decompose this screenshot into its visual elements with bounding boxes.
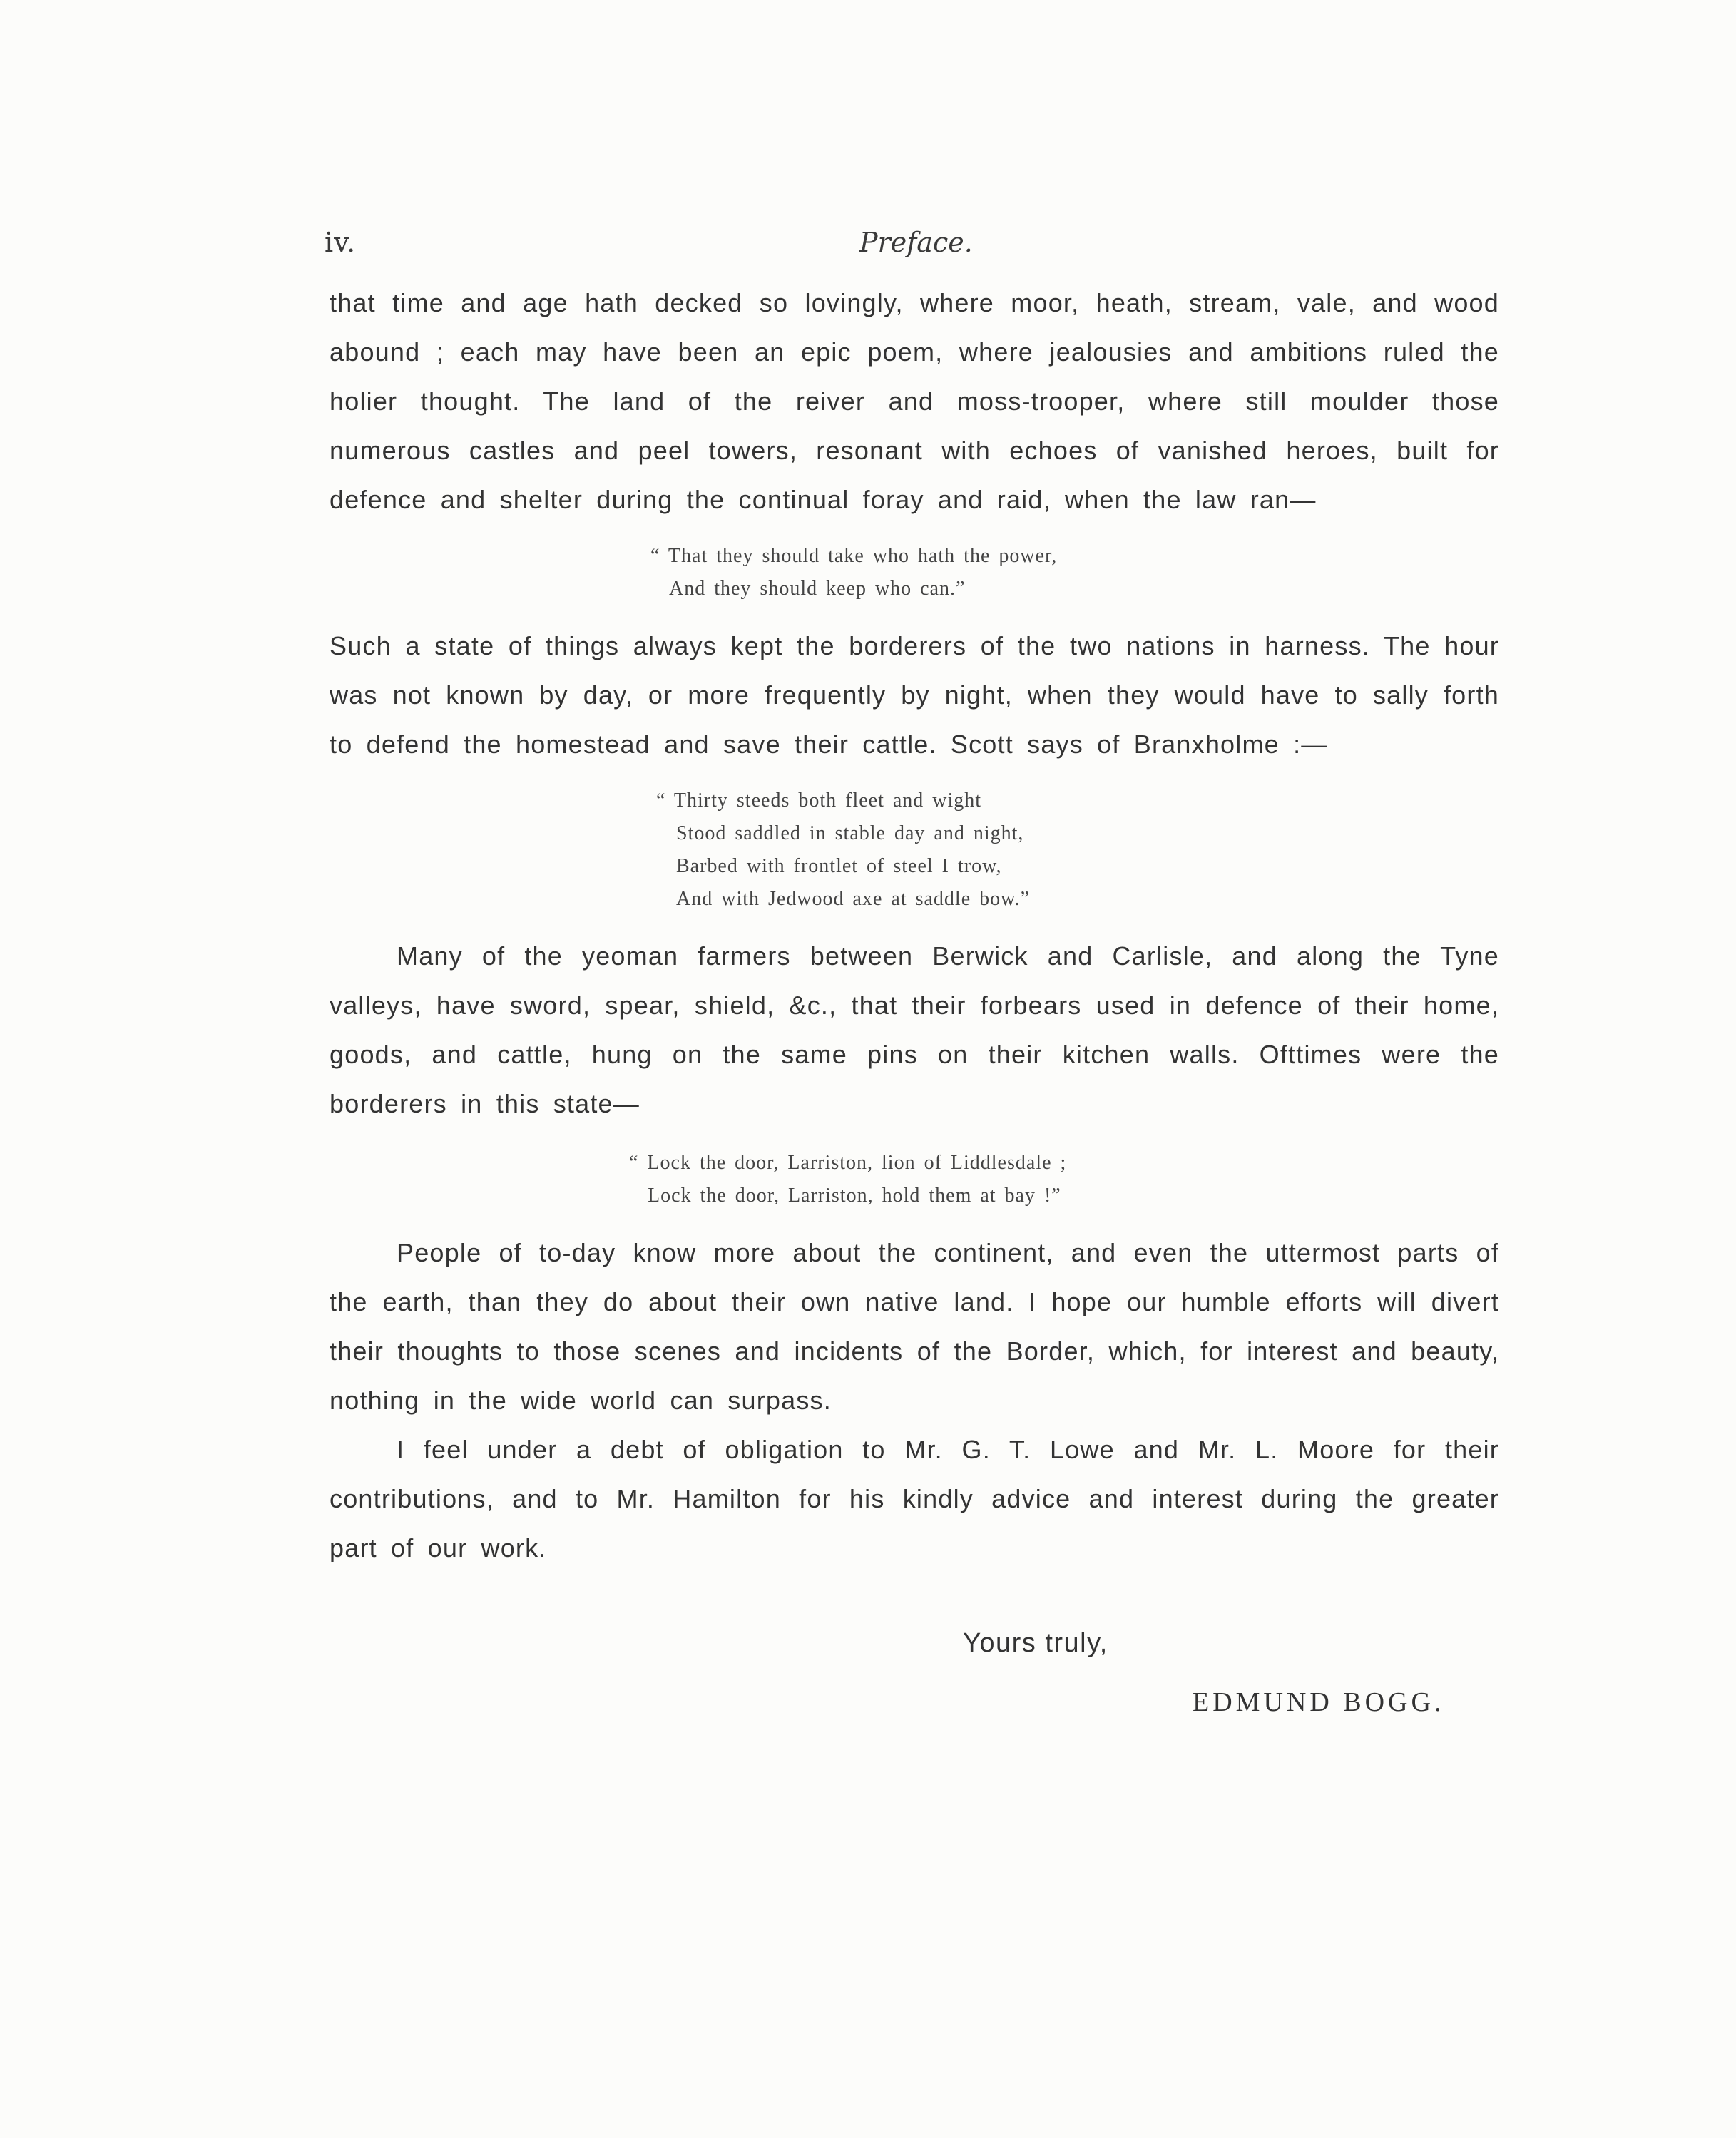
paragraph-3: Many of the yeoman farmers between Berwick and Carlisle, and along the Tyne valleys, have sword, spear, shield, &c., that their forbears used in defence of their home, goods, and cattle, hung on the same pins on their kitchen walls. Ofttimes were the borderers in this state— bbox=[330, 941, 1499, 1118]
paragraph-4: People of to-day know more about the continent, and even the uttermost parts of the earth, than they do about their own native land. I hope our humble efforts will divert their thoughts to those scenes and incidents of the Border, which, for interest and beauty, nothing in the wide world can surpass. bbox=[330, 1238, 1499, 1415]
verse-line: Stood saddled in stable day and night, bbox=[676, 822, 1024, 844]
verse-line: “ Lock the door, Larriston, lion of Liddlesdale ; bbox=[629, 1152, 1067, 1174]
verse-quote-2 bbox=[656, 784, 1499, 916]
verse-quote-3 bbox=[629, 1147, 1499, 1212]
paragraph-2: Such a state of things always kept the borderers of the two nations in harness. The hour was not known by day, or more frequently by night, when they would have to sally forth to defend the homestead and save their cattle. Scott says of Branxholme :— bbox=[330, 631, 1499, 759]
verse-line: Lock the door, Larriston, hold them at bay !” bbox=[648, 1185, 1061, 1207]
verse-line: And with Jedwood axe at saddle bow.” bbox=[676, 888, 1030, 910]
verse-quote-1 bbox=[650, 540, 1499, 605]
preface-text bbox=[330, 278, 1499, 1717]
page-number: iv. bbox=[325, 227, 357, 258]
verse-line: Barbed with frontlet of steel I trow, bbox=[676, 855, 1002, 877]
author-signature: EDMUND BOGG. bbox=[1193, 1687, 1445, 1717]
paragraph-1: that time and age hath decked so lovingly, where moor, heath, stream, vale, and wood abound ; each may have been an epic poem, where jealousies and ambitions ruled the holier thought. The land of the reiver and moss-trooper, where still moulder those numerous castles and peel towers, resonant with echoes of vanished heroes, built for defence and shelter during the continual foray and raid, when the law ran— bbox=[330, 288, 1499, 514]
running-head bbox=[325, 227, 1501, 270]
closing-salutation: Yours truly, bbox=[963, 1628, 1108, 1658]
verse-line: And they should keep who can.” bbox=[669, 578, 966, 600]
verse-line: “ That they should take who hath the power, bbox=[650, 545, 1058, 567]
paragraph-5: I feel under a debt of obligation to Mr. G. T. Lowe and Mr. L. Moore for their contributions, and to Mr. Hamilton for his kindly advice and interest during the greater part of our work. bbox=[330, 1435, 1499, 1562]
running-title: Preface. bbox=[859, 227, 973, 258]
verse-line: “ Thirty steeds both fleet and wight bbox=[656, 789, 982, 812]
